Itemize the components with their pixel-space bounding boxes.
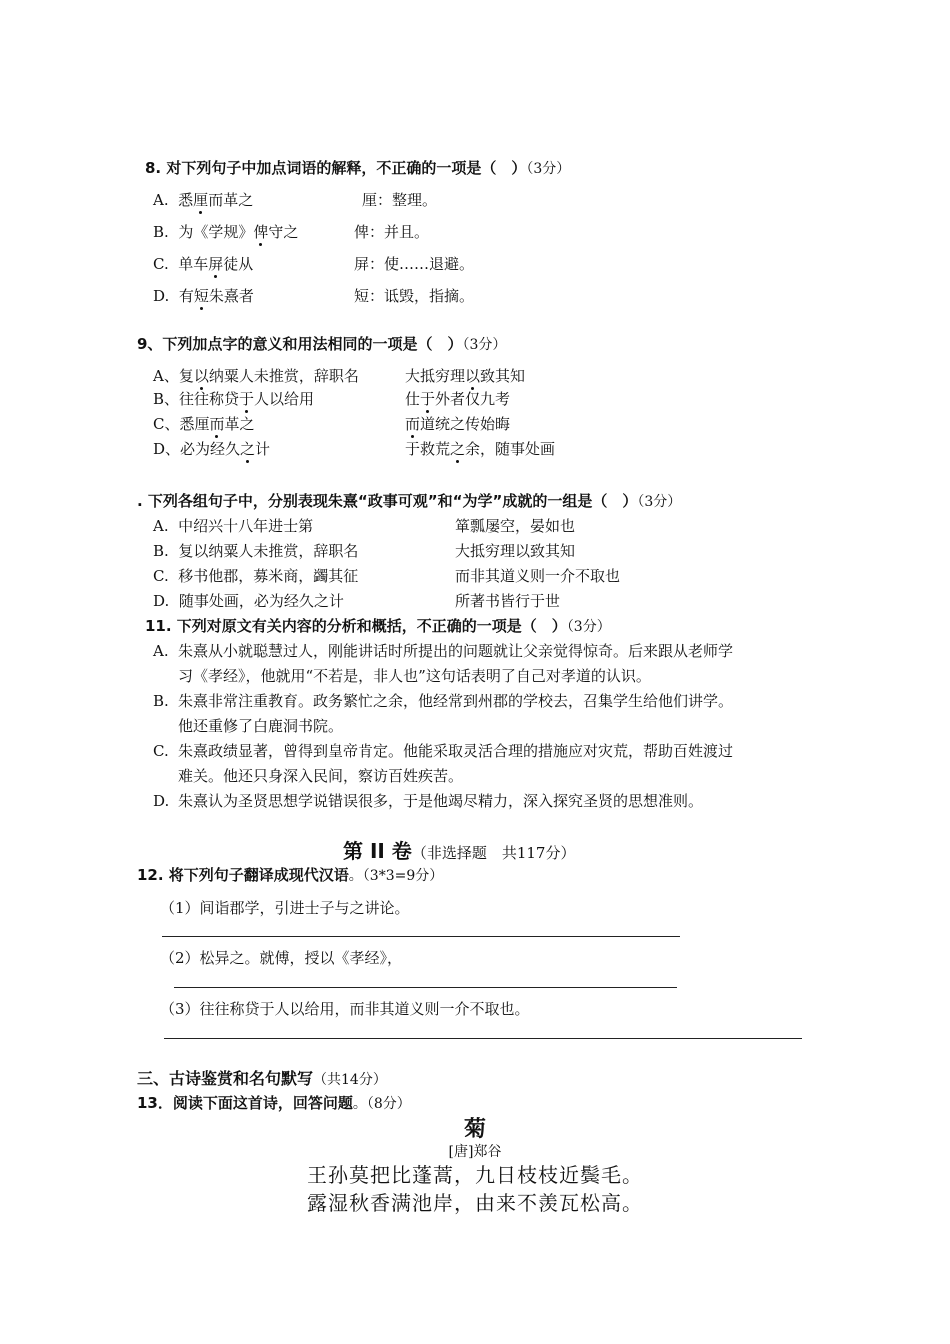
option-text: 于救荒 (405, 440, 451, 458)
option-text: 为《学规》 (178, 223, 254, 241)
q10-option-c (153, 566, 358, 586)
q10-option-c-right: 而非其道义则一介不取也 (455, 567, 621, 585)
dotted-char: 之 (450, 440, 466, 458)
q8-option-a (153, 190, 253, 210)
dotted-char: 厘 (193, 191, 209, 209)
q9-option-a-left (153, 366, 359, 386)
q12-stem (137, 865, 443, 886)
dotted-char: 短 (193, 287, 209, 305)
option-text: 致其知 (480, 367, 526, 385)
option-text: 随事处画，必为经久之计 (178, 592, 344, 610)
q12-stem-text: 12. 将下列句子翻译成现代汉语 (137, 866, 349, 884)
q11-option-b-line2: 他还重修了白鹿洞书院。 (178, 717, 344, 735)
option-label: D. (153, 592, 170, 610)
q13-stem-text: 13．阅读下面这首诗，回答问题 (137, 1094, 353, 1112)
q8-stem (145, 158, 570, 179)
q10-points: （3分） (637, 494, 682, 510)
q9-option-d-right (405, 439, 555, 459)
section3-points: （共14分） (313, 1072, 387, 1088)
option-text: 中绍兴十八年进士第 (178, 517, 314, 535)
q8-gloss-b: 俾：并且。 (354, 223, 430, 241)
answer-line (162, 936, 680, 937)
option-text: D、必为经久 (153, 440, 241, 458)
q10-option-b (153, 541, 358, 561)
option-text: C、悉厘 (153, 415, 210, 433)
q8-gloss-d: 短：诋毁，指摘。 (354, 287, 475, 305)
q11-option-b-line1: 朱熹非常注重教育。政务繁忙之余，他经常到州郡的学校去，召集学生给他们讲学。 (178, 692, 734, 710)
dotted-char: 以 (193, 367, 209, 385)
option-text: 计 (255, 440, 271, 458)
option-text: 悉 (178, 191, 194, 209)
option-text: 外者仅九考 (435, 390, 511, 408)
q9-option-c-right (405, 414, 510, 434)
option-label: C. (153, 255, 169, 273)
q9-option-a-right (405, 366, 525, 386)
section3-header (137, 1068, 387, 1091)
answer-line (174, 987, 677, 988)
option-text: 徒从 (223, 255, 254, 273)
option-text: 纳粟人未推赏，辞职名 (208, 367, 359, 385)
q10-option-a-right: 箪瓢屡空，晏如也 (455, 517, 576, 535)
poem-author: [唐]郑谷 (448, 1144, 502, 1160)
option-text: B、往往称贷 (153, 390, 240, 408)
q11-stem-text: 11. 下列对原文有关内容的分析和概括，不正确的一项是（ ） (145, 617, 567, 635)
option-text: 移书他郡，募米商，蠲其征 (178, 567, 359, 585)
option-label: B. (153, 542, 169, 560)
dotted-char: 而 (209, 415, 225, 433)
q10-stem (137, 491, 681, 512)
option-label: A. (153, 191, 169, 209)
q9-points: （3分） (462, 337, 507, 353)
option-text: 单车 (178, 255, 209, 273)
section2-title: 第 II 卷 (343, 839, 412, 863)
q9-option-d-left (153, 439, 270, 459)
q10-option-a (153, 516, 313, 536)
dotted-char: 屏 (208, 255, 224, 273)
option-text: A、复 (153, 367, 194, 385)
q11-option-a-line2: 习《孝经》，他就用“不若是，非人也”这句话表明了自己对孝道的认识。 (178, 667, 651, 685)
q13-points: 。（8分） (352, 1096, 411, 1112)
q10-option-b-right: 大抵穷理以致其知 (455, 542, 576, 560)
q12-item-2: （2）松异之。就傅，授以《孝经》， (160, 949, 403, 967)
option-text: 革之 (224, 415, 255, 433)
poem-line-2: 露湿秋香满池岸，由来不羡瓦松高。 (307, 1191, 643, 1215)
option-text: 人以给用 (254, 390, 315, 408)
q13-stem (137, 1093, 411, 1114)
option-text: 仕 (405, 390, 421, 408)
dotted-char: 而 (405, 415, 421, 433)
q9-stem (137, 334, 506, 355)
poem-line-1: 王孙莫把比蓬蒿，九日枝枝近鬓毛。 (307, 1163, 643, 1187)
option-label: B. (153, 223, 169, 241)
q10-option-d (153, 591, 344, 611)
option-text: 而革之 (208, 191, 254, 209)
option-label: D. (153, 287, 170, 305)
option-label: C. (153, 567, 169, 585)
answer-line (164, 1038, 802, 1039)
q9-option-c-left (153, 414, 255, 434)
poem-title: 菊 (463, 1117, 486, 1142)
q11-stem (145, 616, 611, 637)
option-text: 朱熹者 (208, 287, 254, 305)
option-text: 道统之传始晦 (420, 415, 511, 433)
dotted-char: 之 (240, 440, 256, 458)
option-text: 有 (178, 287, 194, 305)
q8-gloss-c: 屏：使……退避。 (354, 255, 475, 273)
q8-option-b (153, 222, 298, 242)
q12-item-3: （3）往往称贷于人以给用，而非其道义则一介不取也。 (160, 1000, 530, 1018)
q11-points: （3分） (566, 619, 611, 635)
q8-option-d (153, 286, 254, 306)
q11-option-c-label: C. (153, 742, 169, 760)
dotted-char: 于 (239, 390, 255, 408)
option-text: 余，随事处画 (465, 440, 556, 458)
q12-points: 。（3*3=9分） (348, 868, 444, 884)
q12-item-1: （1）间诣郡学，引进士子与之讲论。 (160, 899, 410, 917)
option-text: 大抵穷理 (405, 367, 466, 385)
q11-option-a-label: A. (153, 642, 169, 660)
section2-subtitle: （非选择题 共117分） (411, 844, 576, 862)
q9-stem-text: 9、下列加点字的意义和用法相同的一项是（ ） (137, 335, 463, 353)
section3-title: 三、古诗鉴赏和名句默写 (137, 1069, 314, 1088)
dotted-char: 俾 (253, 223, 269, 241)
q9-option-b-left (153, 389, 314, 409)
option-text: 复以纳粟人未推赏，辞职名 (178, 542, 359, 560)
option-text: 守之 (268, 223, 299, 241)
q8-stem-text: 8. 对下列句子中加点词语的解释，不正确的一项是（ ） (145, 159, 527, 177)
q11-option-a-line1: 朱熹从小就聪慧过人，刚能讲话时所提出的问题就让父亲觉得惊奇。后来跟从老师学 (178, 642, 734, 660)
q10-stem-text: . 下列各组句子中，分别表现朱熹“政事可观”和“为学”成就的一组是（ ） (137, 492, 638, 510)
q11-option-c-line1: 朱熹政绩显著，曾得到皇帝肯定。他能采取灵活合理的措施应对灾荒，帮助百姓渡过 (178, 742, 734, 760)
dotted-char: 以 (465, 367, 481, 385)
q11-option-c-line2: 难关。他还只身深入民间，察访百姓疾苦。 (178, 767, 464, 785)
q9-option-b-right (405, 389, 510, 409)
q11-option-b-label: B. (153, 692, 169, 710)
q10-option-d-right: 所著书皆行于世 (455, 592, 561, 610)
q8-option-c (153, 254, 253, 274)
q11-option-d-label: D. (153, 792, 170, 810)
option-label: A. (153, 517, 169, 535)
section2-header (343, 838, 575, 866)
q11-option-d-line1: 朱熹认为圣贤思想学说错误很多，于是他竭尽精力，深入探究圣贤的思想准则。 (178, 792, 704, 810)
dotted-char: 于 (420, 390, 436, 408)
q8-points: （3分） (526, 161, 571, 177)
q8-gloss-a: 厘：整理。 (362, 191, 438, 209)
